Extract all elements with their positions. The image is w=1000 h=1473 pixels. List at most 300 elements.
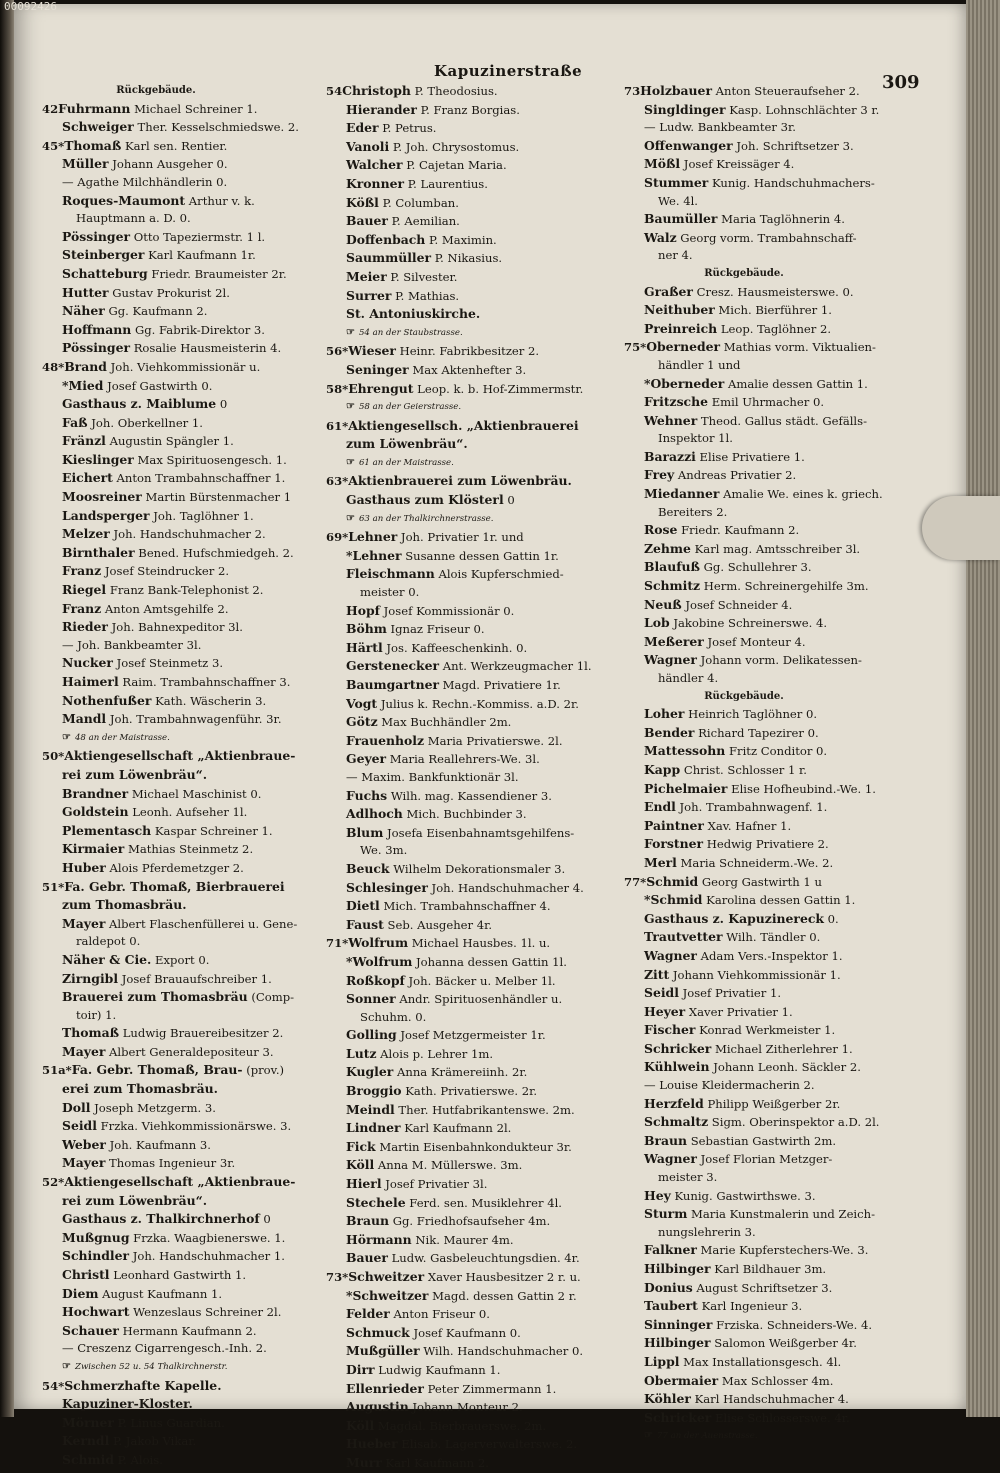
directory-entry bbox=[326, 1380, 628, 1399]
resident-name: Christl bbox=[62, 1267, 110, 1282]
resident-name: Frauenholz bbox=[346, 732, 425, 748]
resident-name: *Schmid bbox=[644, 892, 703, 908]
resident-name: Lehner bbox=[348, 529, 398, 545]
directory-entry bbox=[42, 228, 330, 247]
entry-detail: Emil Uhrmacher 0. bbox=[711, 395, 825, 410]
directory-entry bbox=[624, 761, 924, 780]
resident-name: Lippl bbox=[644, 1353, 680, 1369]
directory-entry bbox=[42, 469, 330, 488]
entry-detail: Karl sen. Rentier. bbox=[124, 138, 228, 153]
directory-entry bbox=[624, 854, 924, 873]
directory-entry bbox=[326, 972, 628, 991]
entry-detail: Heinr. Fabrikbesitzer 2. bbox=[399, 344, 540, 359]
entry-detail: Karl Bildhauer 3m. bbox=[714, 1262, 827, 1276]
section-heading: Rückgebäude. bbox=[704, 690, 784, 702]
entry-detail: P. Alois. bbox=[117, 1452, 163, 1467]
resident-name: Blum bbox=[346, 824, 384, 840]
entry-detail: Raim. Trambahnschaffner 3. bbox=[122, 675, 291, 689]
entry-detail: Ferd. sen. Musiklehrer 4l. bbox=[409, 1195, 562, 1210]
directory-entry bbox=[326, 1156, 628, 1175]
directory-entry bbox=[42, 1451, 330, 1470]
resident-name: Zirngibl bbox=[62, 970, 119, 986]
entry-detail: Max Installationsgesch. 4l. bbox=[683, 1354, 842, 1369]
house-number: 75* bbox=[624, 340, 647, 355]
directory-entry bbox=[326, 1212, 628, 1231]
entry-detail: Max Schlosser 4m. bbox=[721, 1373, 834, 1388]
resident-name: Vogt bbox=[346, 695, 378, 711]
entry-detail: Hauptmann a. D. 0. bbox=[76, 211, 191, 226]
entry-detail: Joh. Handschuhmacher 2. bbox=[113, 527, 266, 542]
resident-name: Lutz bbox=[346, 1045, 377, 1061]
directory-entry bbox=[42, 766, 330, 785]
resident-name: Schmaltz bbox=[644, 1114, 709, 1130]
resident-name: Mörner bbox=[62, 1414, 114, 1430]
directory-entry bbox=[326, 879, 628, 898]
entry-detail: We. 3m. bbox=[360, 843, 408, 858]
directory-entry bbox=[326, 934, 628, 953]
resident-name: Adlhoch bbox=[346, 806, 403, 822]
directory-entry bbox=[42, 210, 330, 228]
entry-detail: Leonh. Aufseher 1l. bbox=[132, 805, 248, 820]
directory-entry bbox=[326, 602, 628, 621]
directory-entry bbox=[624, 614, 924, 633]
resident-name: Merl bbox=[644, 854, 677, 870]
directory-entry bbox=[624, 393, 924, 412]
resident-name: Braun bbox=[346, 1213, 390, 1229]
resident-name: Graßer bbox=[644, 283, 693, 299]
page-edge-right bbox=[966, 0, 1000, 1417]
directory-entry bbox=[624, 910, 924, 929]
column-3 bbox=[624, 82, 924, 1446]
directory-entry bbox=[42, 1192, 330, 1211]
directory-entry bbox=[624, 966, 924, 985]
directory-entry bbox=[42, 654, 330, 673]
entry-detail: Karl Handschuhmacher 4. bbox=[694, 1392, 849, 1407]
directory-page bbox=[14, 4, 966, 1470]
entry-detail: Josef Monteur 4. bbox=[707, 634, 806, 649]
entry-detail: Joh. Handschuhmacher 4. bbox=[431, 880, 584, 895]
entry-detail: August Kaufmann 1. bbox=[102, 1286, 223, 1301]
resident-name: Donius bbox=[644, 1279, 693, 1295]
directory-entry bbox=[624, 1205, 924, 1224]
resident-name: Mußgnug bbox=[62, 1229, 130, 1245]
entry-detail: Ther. Kesselschmiedswe. 2. bbox=[137, 120, 299, 135]
resident-name: Aktiengesellschaft „Aktienbraue- bbox=[64, 1174, 296, 1190]
entry-detail: Kasp. Lohnschlächter 3 r. bbox=[729, 102, 880, 117]
resident-name: Köhler bbox=[644, 1391, 691, 1407]
resident-name: Walcher bbox=[346, 157, 403, 173]
directory-entry bbox=[42, 840, 330, 859]
directory-entry bbox=[42, 1266, 330, 1285]
directory-entry bbox=[42, 1229, 330, 1248]
resident-name: Aktienbrauerei zum Löwenbräu. bbox=[348, 473, 572, 489]
entry-detail: — Creszenz Cigarrengesch.-Inh. 2. bbox=[62, 1341, 267, 1356]
entry-detail: Josef Brauaufschreiber 1. bbox=[121, 971, 272, 986]
directory-entry bbox=[624, 338, 924, 357]
resident-name: Schweitzer bbox=[348, 1269, 425, 1284]
directory-entry bbox=[624, 928, 924, 947]
column-1 bbox=[42, 82, 330, 1470]
section-heading: Rückgebäude. bbox=[116, 85, 196, 96]
house-number: 69* bbox=[326, 530, 349, 545]
entry-detail: Nik. Maurer 4m. bbox=[415, 1232, 514, 1247]
resident-name: Schricker bbox=[644, 1040, 712, 1056]
resident-name: Vanoli bbox=[346, 138, 390, 154]
entry-detail: Joh. Oberkellner 1. bbox=[91, 415, 203, 430]
directory-entry bbox=[624, 1077, 924, 1095]
resident-name: Dirr bbox=[346, 1361, 375, 1377]
directory-entry bbox=[42, 878, 330, 897]
resident-name: Böhm bbox=[346, 621, 387, 637]
directory-entry bbox=[42, 1285, 330, 1304]
directory-entry bbox=[42, 785, 330, 804]
entry-detail: Augustin Spängler 1. bbox=[109, 434, 234, 449]
resident-name: Kugler bbox=[346, 1064, 394, 1080]
entry-detail: Albert Generaldepositeur 3. bbox=[109, 1044, 274, 1059]
entry-detail: Philipp Weißgerber 2r. bbox=[707, 1096, 841, 1111]
entry-detail: Hermann Kaufmann 2. bbox=[122, 1323, 257, 1338]
resident-name: Barazzi bbox=[644, 448, 696, 464]
resident-name: Schlesinger bbox=[346, 879, 428, 895]
entry-detail: Karl Kaufmann 2l. bbox=[404, 1121, 512, 1136]
entry-detail: Elise Privatiere 1. bbox=[699, 449, 805, 464]
directory-entry bbox=[42, 822, 330, 841]
entry-detail: Marie Kupferstechers-We. 3. bbox=[700, 1243, 869, 1258]
resident-name: Faß bbox=[62, 414, 88, 430]
entry-detail: Schuhm. 0. bbox=[360, 1009, 427, 1024]
entry-detail: Julius k. Rechn.-Kommiss. a.D. 2r. bbox=[380, 696, 579, 711]
resident-name: Gasthaus z. Kapuzinereck bbox=[644, 910, 824, 926]
directory-entry bbox=[326, 1063, 628, 1082]
directory-entry bbox=[42, 933, 330, 951]
directory-entry bbox=[42, 1303, 330, 1322]
directory-entry bbox=[624, 577, 924, 596]
entry-detail: P. Joh. Chrysostomus. bbox=[392, 139, 520, 154]
resident-name: Schmerzhafte Kapelle. bbox=[64, 1377, 222, 1393]
resident-name: Kößl bbox=[346, 194, 379, 210]
entry-detail: Cresz. Hausmeisterswe. 0. bbox=[696, 284, 854, 299]
house-number: 71* bbox=[326, 936, 349, 951]
entry-detail: Magd. dessen Gattin 2 r. bbox=[432, 1288, 577, 1303]
entry-detail: Magd. Privatiere 1r. bbox=[442, 678, 561, 692]
resident-name: Fuchs bbox=[346, 787, 388, 803]
resident-name: Schmuck bbox=[346, 1324, 410, 1340]
entry-detail: Josef Steinmetz 3. bbox=[116, 656, 223, 671]
directory-entry bbox=[624, 504, 924, 522]
resident-name: Stechele bbox=[346, 1194, 406, 1210]
pointing-hand-icon: ☞ bbox=[62, 731, 71, 743]
entry-detail: Ludwig Kaufmann 1. bbox=[378, 1362, 501, 1377]
directory-entry bbox=[42, 339, 330, 358]
directory-entry bbox=[624, 137, 924, 156]
entry-detail: P. Theodosius. bbox=[414, 84, 498, 98]
directory-entry bbox=[624, 891, 924, 910]
resident-name: Broggio bbox=[346, 1083, 402, 1099]
entry-detail: ner 4. bbox=[658, 248, 693, 263]
resident-name: Baumüller bbox=[644, 211, 718, 227]
directory-entry bbox=[326, 1435, 628, 1454]
directory-entry bbox=[326, 695, 628, 714]
directory-entry bbox=[624, 1021, 924, 1040]
entry-detail: Josef Kaufmann 0. bbox=[413, 1325, 521, 1340]
resident-name: Neithuber bbox=[644, 302, 715, 318]
entry-detail: Hedwig Privatiere 2. bbox=[706, 837, 829, 852]
entry-detail: (Comp- bbox=[251, 990, 295, 1005]
entry-detail: Josef Kommissionär 0. bbox=[383, 603, 515, 618]
entry-detail: P. Jakob Vikar. bbox=[112, 1434, 197, 1449]
resident-name: Hochwart bbox=[62, 1304, 130, 1320]
entry-detail: P. Laurentius. bbox=[407, 176, 488, 191]
resident-name: Fa. Gebr. Thomaß, Brau- bbox=[71, 1062, 243, 1078]
entry-detail: Joh. Trambahnwagenf. 1. bbox=[679, 800, 828, 815]
entry-detail: Inspektor 1l. bbox=[658, 431, 733, 446]
entry-detail: Sebastian Gastwirth 2m. bbox=[690, 1133, 837, 1148]
directory-entry bbox=[326, 305, 628, 324]
cross-reference-note bbox=[624, 1427, 924, 1446]
resident-name: Mayer bbox=[62, 1155, 106, 1171]
resident-name: Schmid bbox=[646, 873, 699, 889]
resident-name: Gasthaus z. Maiblume bbox=[62, 396, 217, 412]
entry-detail: Michael Zitherlehrer 1. bbox=[714, 1041, 853, 1056]
entry-detail: Josef Privatier 3l. bbox=[385, 1177, 488, 1192]
directory-entry bbox=[624, 1224, 924, 1242]
entry-detail: P. Cajetan Maria. bbox=[406, 158, 507, 173]
resident-name: Bauer bbox=[346, 1250, 388, 1266]
house-number: 51* bbox=[42, 879, 65, 894]
house-number: 58* bbox=[326, 381, 349, 396]
entry-detail: meister 0. bbox=[360, 585, 420, 600]
entry-detail: Theod. Gallus städt. Gefälls- bbox=[700, 413, 868, 428]
directory-entry bbox=[326, 1268, 628, 1287]
entry-detail: Elise Hofheubind.-We. 1. bbox=[731, 781, 876, 796]
resident-name: Trautvetter bbox=[644, 929, 723, 945]
entry-detail: Johann Ausgeher 0. bbox=[112, 157, 228, 172]
entry-detail: Gustav Prokurist 2l. bbox=[112, 285, 230, 300]
directory-entry bbox=[326, 805, 628, 824]
entry-detail: Joh. Schriftsetzer 3. bbox=[736, 138, 854, 153]
resident-name: Schindler bbox=[62, 1248, 129, 1264]
resident-name: Augustin bbox=[346, 1399, 409, 1415]
directory-entry bbox=[326, 713, 628, 732]
house-number: 50* bbox=[42, 749, 65, 764]
directory-entry bbox=[42, 1377, 330, 1396]
resident-name: Huber bbox=[62, 859, 106, 875]
resident-name: Landsperger bbox=[62, 507, 150, 523]
entry-detail: Magdal. Bierbrauerswe. 2m. bbox=[377, 1418, 547, 1433]
resident-name: Hoffmann bbox=[62, 321, 132, 337]
directory-entry bbox=[624, 430, 924, 448]
resident-name: Schweiger bbox=[62, 119, 134, 135]
resident-name: zum Löwenbräu“. bbox=[346, 436, 468, 452]
directory-entry bbox=[624, 817, 924, 836]
house-number: 42 bbox=[42, 101, 59, 116]
directory-entry bbox=[326, 138, 628, 157]
house-number: 54* bbox=[42, 1378, 65, 1393]
directory-entry bbox=[326, 750, 628, 769]
entry-detail: Gg. Schullehrer 3. bbox=[703, 560, 812, 575]
resident-name: Heyer bbox=[644, 1003, 686, 1019]
entry-detail: Josefa Eisenbahnamtsgehilfens- bbox=[387, 825, 575, 840]
directory-entry bbox=[326, 639, 628, 658]
directory-entry bbox=[326, 1249, 628, 1268]
entry-detail: Albert Flaschenfüllerei u. Gene- bbox=[109, 916, 298, 931]
resident-name: Sonner bbox=[346, 991, 396, 1007]
directory-entry bbox=[326, 342, 628, 361]
directory-entry bbox=[326, 1175, 628, 1194]
directory-entry bbox=[326, 657, 628, 676]
resident-name: Mandl bbox=[62, 711, 107, 727]
entry-detail: Peter Zimmermann 1. bbox=[427, 1381, 557, 1396]
house-number: 56* bbox=[326, 344, 349, 359]
resident-name: Lindner bbox=[346, 1120, 401, 1136]
scan-id: 00092426 bbox=[4, 0, 57, 13]
resident-name: Plementasch bbox=[62, 822, 152, 838]
entry-detail: Leop. Taglöhner 2. bbox=[720, 321, 832, 336]
directory-entry bbox=[326, 1194, 628, 1213]
directory-entry bbox=[42, 637, 330, 655]
house-number: 48* bbox=[42, 359, 65, 374]
directory-entry bbox=[624, 1003, 924, 1022]
entry-detail: Ther. Hutfabrikantenswe. 2m. bbox=[398, 1102, 575, 1117]
directory-entry bbox=[624, 780, 924, 799]
entry-detail: Gg. Fabrik-Direktor 3. bbox=[135, 322, 265, 337]
directory-entry bbox=[624, 119, 924, 137]
directory-entry bbox=[42, 1024, 330, 1043]
directory-entry bbox=[326, 1324, 628, 1343]
directory-entry bbox=[624, 320, 924, 339]
entry-detail: Thomas Ingenieur 3r. bbox=[109, 1156, 236, 1171]
resident-name: Singldinger bbox=[644, 101, 726, 117]
directory-entry bbox=[42, 321, 330, 340]
entry-detail: Max Aktenhefter 3. bbox=[412, 362, 527, 377]
resident-name: Wolfrum bbox=[348, 935, 409, 951]
resident-name: Frey bbox=[644, 467, 675, 483]
note-text: Zwischen 52 u. 54 Thalkirchnerstr. bbox=[74, 1361, 228, 1372]
resident-name: Fleischmann bbox=[346, 566, 435, 582]
directory-entry bbox=[624, 229, 924, 248]
entry-detail: Rosalie Hausmeisterin 4. bbox=[133, 341, 282, 356]
directory-entry bbox=[624, 448, 924, 467]
resident-name: Mayer bbox=[62, 1043, 106, 1059]
cross-reference-note bbox=[326, 324, 628, 343]
resident-name: Melzer bbox=[62, 526, 110, 542]
resident-name: *Oberneder bbox=[644, 375, 725, 391]
directory-entry bbox=[624, 193, 924, 211]
resident-name: Riegel bbox=[62, 582, 107, 598]
resident-name: Roques-Maumont bbox=[62, 192, 186, 208]
directory-entry bbox=[326, 472, 628, 491]
directory-entry bbox=[624, 1040, 924, 1059]
directory-entry bbox=[624, 283, 924, 302]
directory-entry bbox=[624, 101, 924, 120]
directory-entry bbox=[326, 584, 628, 602]
resident-name: Fick bbox=[346, 1138, 376, 1154]
pointing-hand-icon: ☞ bbox=[346, 401, 355, 413]
entry-detail: Karl Ingenieur 3. bbox=[701, 1299, 803, 1314]
directory-entry bbox=[624, 633, 924, 652]
directory-entry bbox=[42, 988, 330, 1007]
directory-entry bbox=[42, 174, 330, 192]
entry-detail: Karl mag. Amtsschreiber 3l. bbox=[694, 541, 861, 556]
directory-entry bbox=[624, 670, 924, 688]
entry-detail: Mathias Steinmetz 2. bbox=[127, 842, 254, 857]
resident-name: Fischer bbox=[644, 1022, 696, 1038]
resident-name: Nucker bbox=[62, 655, 113, 671]
entry-detail: Ignaz Friseur 0. bbox=[390, 622, 485, 637]
directory-entry bbox=[326, 990, 628, 1009]
entry-detail: Mich. Buchbinder 3. bbox=[406, 807, 527, 822]
thumb-index-tab bbox=[922, 496, 1000, 560]
entry-detail: Josef Steindrucker 2. bbox=[104, 564, 230, 579]
pointing-hand-icon: ☞ bbox=[346, 326, 355, 338]
resident-name: Stummer bbox=[644, 174, 709, 190]
resident-name: Gerstenecker bbox=[346, 658, 440, 674]
entry-detail: Fritz Conditor 0. bbox=[729, 744, 828, 759]
entry-detail: P. Maximin. bbox=[429, 232, 497, 247]
resident-name: Pichelmaier bbox=[644, 780, 728, 796]
resident-name: Meier bbox=[346, 268, 387, 284]
resident-name: Mayer bbox=[62, 915, 106, 931]
directory-entry bbox=[624, 466, 924, 485]
entry-detail: händler 1 und bbox=[658, 357, 741, 372]
resident-name: Ehrengut bbox=[348, 380, 414, 396]
directory-entry bbox=[624, 651, 924, 670]
resident-name: Gasthaus zum Klösterl bbox=[346, 492, 504, 508]
resident-name: Steinberger bbox=[62, 247, 145, 263]
directory-entry bbox=[326, 417, 628, 436]
directory-entry bbox=[326, 491, 628, 510]
directory-entry bbox=[42, 970, 330, 989]
resident-name: Brauerei zum Thomasbräu bbox=[62, 989, 248, 1005]
entry-detail: 0 bbox=[263, 1212, 271, 1227]
directory-entry bbox=[42, 581, 330, 600]
directory-entry bbox=[624, 210, 924, 229]
resident-name: Näher & Cie. bbox=[62, 951, 152, 967]
directory-entry bbox=[326, 1398, 628, 1417]
entry-detail: Alois Kupferschmied- bbox=[438, 567, 564, 582]
directory-entry bbox=[42, 1173, 330, 1192]
directory-entry bbox=[624, 742, 924, 761]
directory-entry bbox=[42, 1432, 330, 1451]
directory-entry bbox=[326, 101, 628, 120]
resident-name: Geyer bbox=[346, 751, 387, 767]
directory-entry bbox=[326, 1361, 628, 1380]
pointing-hand-icon: ☞ bbox=[346, 512, 355, 524]
directory-entry bbox=[42, 1117, 330, 1136]
directory-entry bbox=[42, 1099, 330, 1118]
resident-name: Beuck bbox=[346, 860, 390, 876]
entry-detail: toir) 1. bbox=[76, 1007, 117, 1022]
resident-name: Schmitz bbox=[644, 578, 701, 594]
entry-detail: Anna M. Müllerswe. 3m. bbox=[377, 1158, 523, 1173]
resident-name: Eichert bbox=[62, 470, 113, 486]
directory-entry bbox=[42, 747, 330, 766]
cross-reference-note bbox=[326, 454, 628, 473]
entry-detail: händler 4. bbox=[658, 671, 719, 685]
entry-detail: Jos. Kaffeeschenkinh. 0. bbox=[386, 640, 528, 655]
entry-detail: Frziska. Schneiders-We. 4. bbox=[716, 1317, 873, 1332]
resident-name: Mattessohn bbox=[644, 743, 726, 759]
resident-name: St. Antoniuskirche. bbox=[346, 306, 481, 322]
entry-detail: Josef Florian Metzger- bbox=[700, 1152, 833, 1167]
directory-entry bbox=[326, 175, 628, 194]
resident-name: Fritzsche bbox=[644, 394, 708, 410]
entry-detail: Export 0. bbox=[155, 952, 210, 967]
entry-detail: Mich. Trambahnschaffner 4. bbox=[383, 899, 551, 914]
directory-entry bbox=[326, 1026, 628, 1045]
house-number: 73* bbox=[326, 1270, 349, 1284]
entry-detail: Xav. Hafner 1. bbox=[707, 818, 792, 833]
